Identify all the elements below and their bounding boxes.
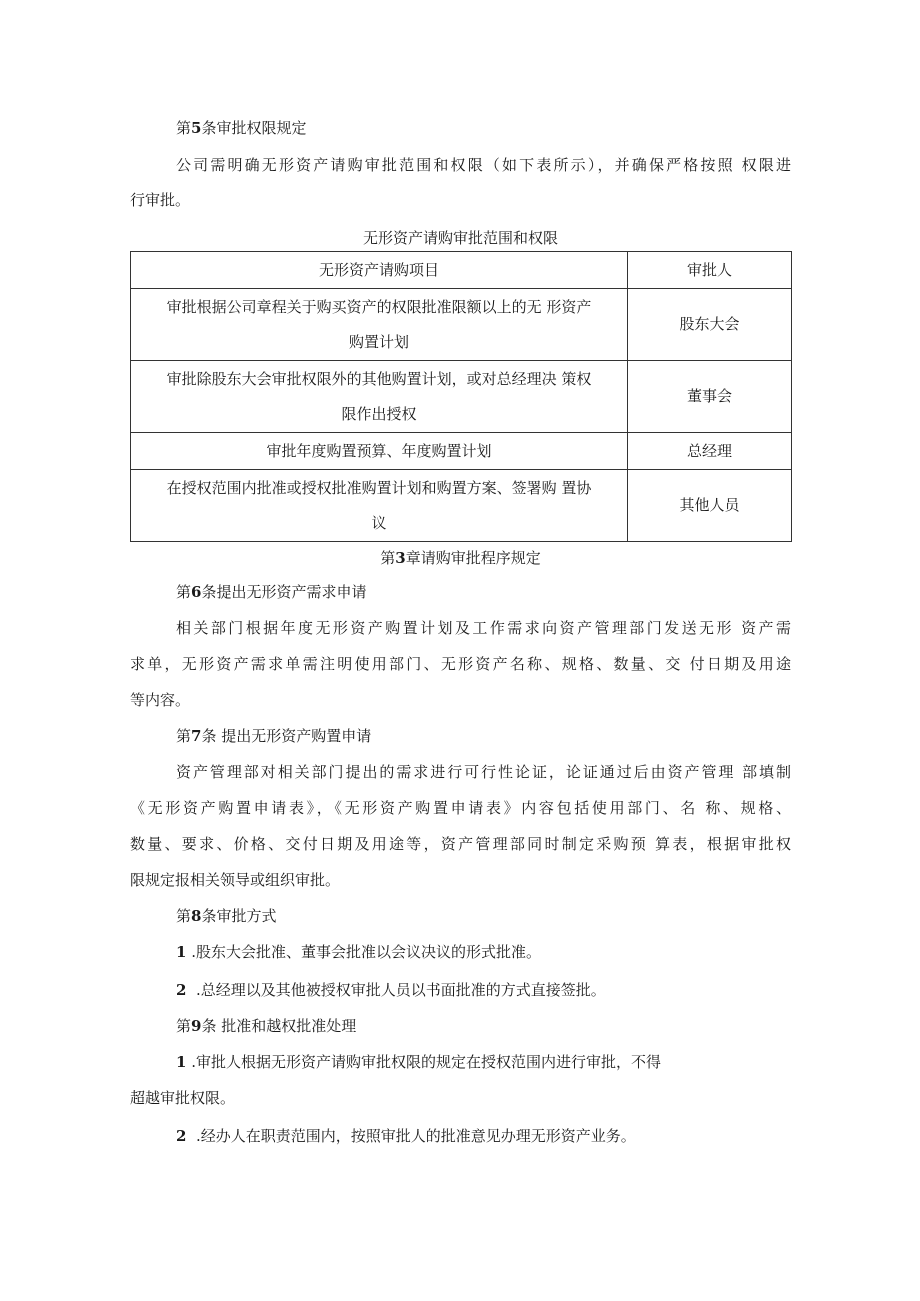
article-7-body-line-1: 资产管理部对相关部门提出的需求进行可行性论证，论证通过后由资产管理 部填制 [176,763,791,781]
article-9-item-2: 2 .经办人在职责范围内，按照审批人的批准意见办理无形资产业务。 [176,1127,636,1145]
row-approver: 总经理 [628,433,792,470]
table-caption: 无形资产请购审批范围和权限 [362,229,558,247]
row-item: 审批年度购置预算、年度购置计划 [131,433,628,470]
article-9-item-1-continuation: 超越审批权限。 [130,1089,236,1107]
article-8-item-1: 1 .股东大会批准、董事会批准以会议决议的形式批准。 [176,943,541,961]
row-approver: 股东大会 [628,289,792,361]
article-8-heading: 第8条审批方式 [176,907,277,925]
row-approver: 其他人员 [628,470,792,542]
table-row [131,470,792,542]
article-7-body-line-3: 数量、要求、价格、交付日期及用途等，资产管理部同时制定采购预 算表，根据审批权 [130,835,791,853]
article-7-body-line-4: 限规定报相关领导或组织审批。 [130,871,341,889]
table-row [131,289,792,361]
table-header-row [131,252,792,289]
header-item: 无形资产请购项目 [131,252,628,289]
article-9-heading: 第9条 批准和越权批准处理 [176,1017,357,1035]
article-6-body-line-1: 相关部门根据年度无形资产购置计划及工作需求向资产管理部门发送无形 资产需 [176,619,791,637]
header-approver: 审批人 [628,252,792,289]
article-7-heading: 第7条 提出无形资产购置申请 [176,727,372,745]
table-row [131,361,792,433]
article-5-heading: 第5条审批权限规定 [176,119,307,137]
approval-table [130,251,792,542]
row-item: 审批除股东大会审批权限外的其他购置计划，或对总经理决 策权 限作出授权 [131,361,628,433]
article-6-body-line-2: 求单，无形资产需求单需注明使用部门、无形资产名称、规格、数量、交 付日期及用途 [130,655,791,673]
table-row [131,433,792,470]
article-8-item-2: 2 .总经理以及其他被授权审批人员以书面批准的方式直接签批。 [176,981,606,999]
article-5-body-line-2: 行审批。 [130,191,191,209]
chapter-3-heading: 第3章请购审批程序规定 [380,549,541,567]
row-item: 审批根据公司章程关于购买资产的权限批准限额以上的无 形资产 购置计划 [131,289,628,361]
article-6-heading: 第6条提出无形资产需求申请 [176,583,367,601]
article-5-body-line-1: 公司需明确无形资产请购审批范围和权限（如下表所示），并确保严格按照 权限进 [176,156,791,174]
row-approver: 董事会 [628,361,792,433]
article-7-body-line-2: 《无形资产购置申请表》，《无形资产购置申请表》内容包括使用部门、名 称、规格、 [130,799,791,817]
article-6-body-line-3: 等内容。 [130,691,191,709]
article-9-item-1: 1 .审批人根据无形资产请购审批权限的规定在授权范围内进行审批，不得 [176,1053,661,1071]
row-item: 在授权范围内批准或授权批准购置计划和购置方案、签署购 置协 议 [131,470,628,542]
